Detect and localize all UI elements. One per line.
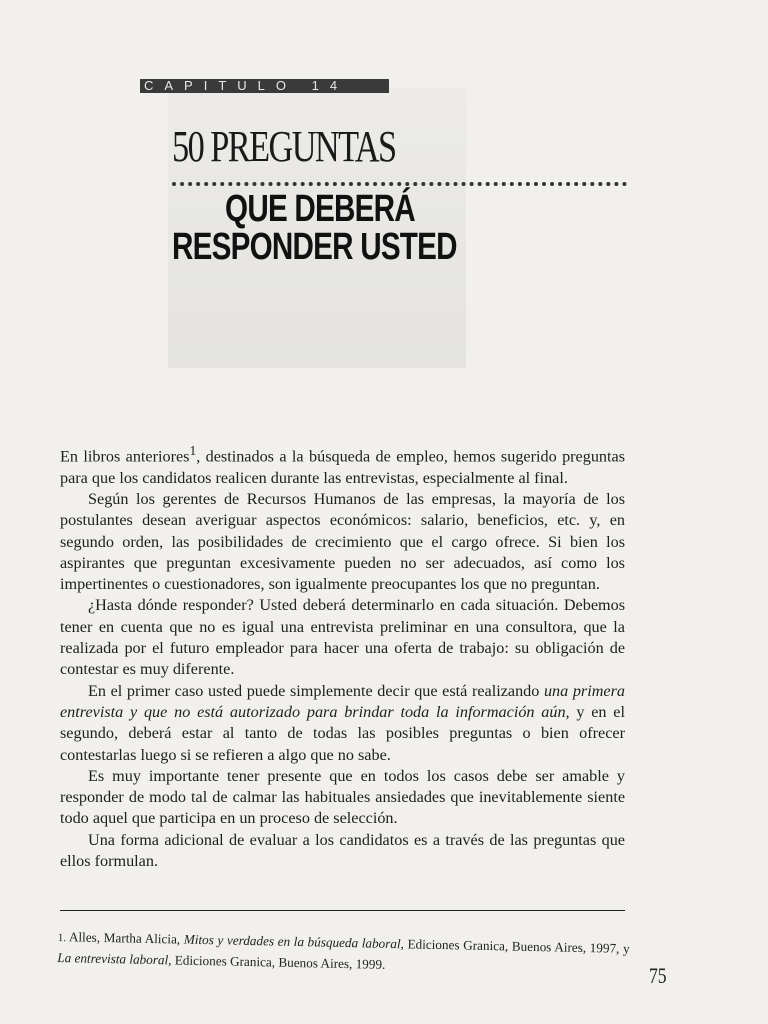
footnote-reference: 1 [189, 443, 197, 458]
paragraph-4 [60, 681, 625, 766]
footnote-number: 1. [57, 931, 67, 945]
footnote [57, 927, 630, 979]
paragraph-1-start: En libros anteriores [60, 447, 190, 466]
paragraph-1 [60, 440, 625, 489]
subtitle-line-2: RESPONDER USTED [172, 226, 457, 268]
body-text [60, 440, 625, 872]
paragraph-6: Una forma adicional de evaluar a los candidatos es a través de las preguntas que ellos formulan. [60, 830, 625, 871]
paragraph-1-end: , destinados a la búsqueda de empleo, hemos sugerido preguntas para que los candidatos realicen durante las entrevistas, especialmente al final. [60, 447, 625, 487]
paragraph-5: Es muy importante tener presente que en todos los casos debe ser amable y responder de modo tal de calmar las habituales ansiedades que inevitablemente siente todo aquel que participa en un proceso de selección. [60, 766, 625, 828]
dotted-divider [172, 182, 627, 186]
paragraph-2: Según los gerentes de Recursos Humanos de las empresas, la mayoría de los postulantes desean averiguar aspectos económicos: salario, beneficios, etc. y, en segundo orden, las posibilidades de crecimiento que el cargo ofrece. Si bien los aspirantes que preguntan excesivamente pueden no ser adecuados, así como los impertinentes o cuestionadores, son igualmente preocupantes los que no preguntan. [60, 489, 625, 594]
page-number: 75 [649, 963, 667, 988]
paragraph-4-italic: una primera entrevista y que no está autorizado para brindar toda la información aún, [60, 681, 625, 721]
footnote-author: Alles, Martha Alicia, [68, 929, 184, 947]
paragraph-4-start: En el primer caso usted puede simplemente decir que está realizando [88, 681, 544, 700]
paragraph-4-end: y en el segundo, deberá estar al tanto de todas las posibles preguntas o bien ofrecer contestarlas luego si se refieren a algo que no sabe. [60, 702, 625, 764]
footnote-publisher-2: , Ediciones Granica, Buenos Aires, 1999. [168, 952, 386, 972]
footnote-publisher-1: , Ediciones Granica, Buenos Aires, 1997, y [400, 936, 630, 956]
chapter-title: 50 PREGUNTAS [172, 122, 396, 171]
footnote-book-1: Mitos y verdades en la búsqueda laboral [183, 931, 401, 952]
footnote-book-2: La entrevista laboral [57, 949, 169, 968]
chapter-label: CAPITULO 14 [140, 79, 389, 93]
paragraph-3: ¿Hasta dónde responder? Usted deberá determinarlo en cada situación. Debemos tener en cuenta que no es igual una entrevista preliminar en una consultora, que la realizada por el futuro empleador para hacer una oferta de trabajo: su obligación de contestar es muy diferente. [60, 596, 625, 679]
chapter-subtitle [172, 188, 457, 268]
footnote-divider [60, 910, 625, 911]
subtitle-line-1: QUE DEBERÁ [225, 188, 415, 230]
